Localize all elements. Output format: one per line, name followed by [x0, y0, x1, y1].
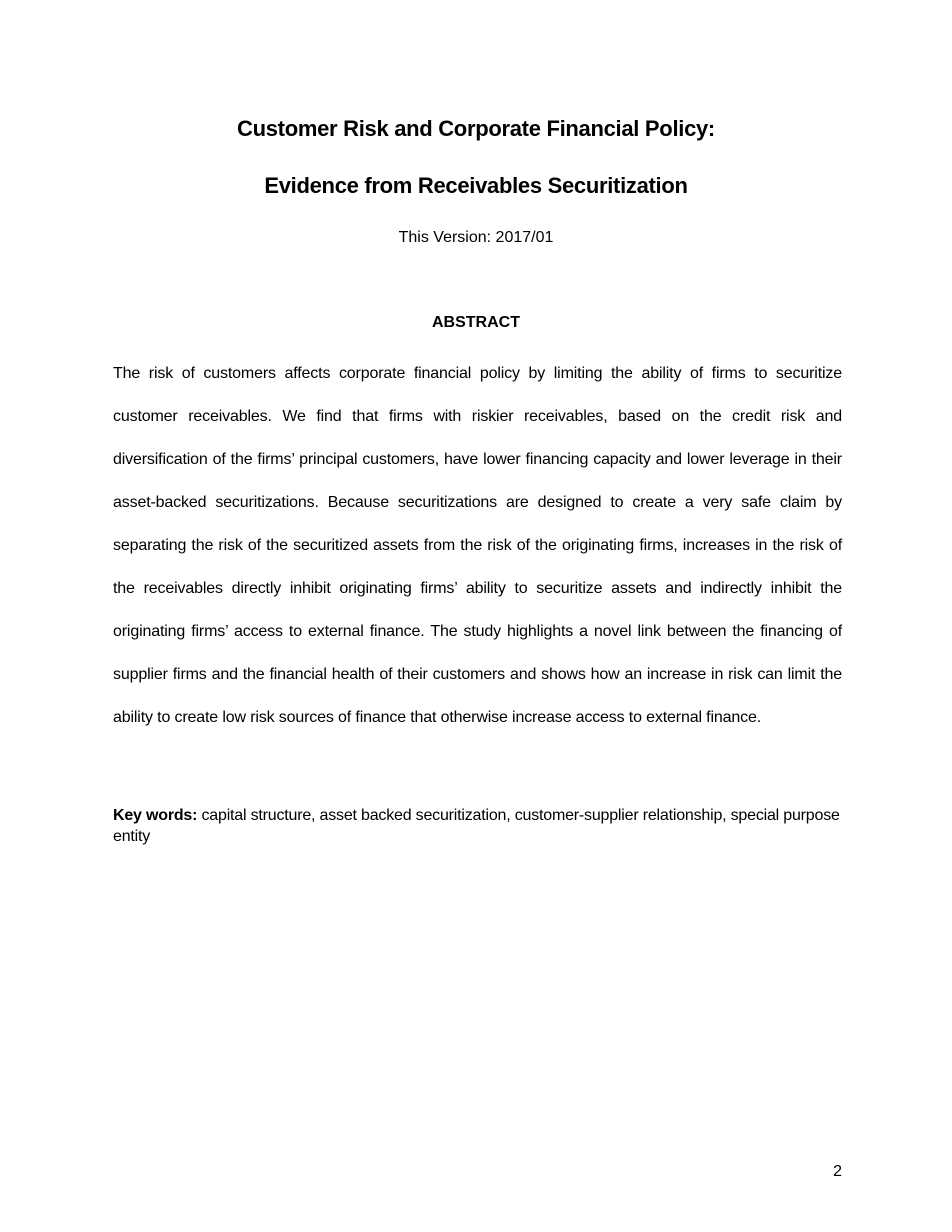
page-number: 2	[833, 1163, 842, 1180]
paper-title-line-1: Customer Risk and Corporate Financial Policy:	[237, 116, 715, 141]
keywords-label: Key words:	[113, 807, 198, 824]
keywords	[113, 805, 842, 847]
paper-title-line-2: Evidence from Receivables Securitization	[264, 173, 688, 198]
abstract-body: The risk of customers affects corporate financial policy by limiting the ability of firms to securitize customer receivables. We find that firms with riskier receivables, based on the credit risk and diversification of the firms’ principal customers, have lower financing capacity and lower leverage in their asset-backed securitizations. Because securitizations are designed to create a very safe claim by separating the risk of the securitized assets from the risk of the originating firms, increases in the risk of the receivables directly inhibit originating firms’ ability to securitize assets and indirectly inhibit the originating firms’ access to external finance. The study highlights a novel link between the financing of supplier firms and the financial health of their customers and shows how an increase in risk can limit the ability to create low risk sources of finance that otherwise increase access to external finance.	[113, 365, 842, 726]
keywords-text: capital structure, asset backed securitization, customer-supplier relationship, special purpose entity	[113, 807, 840, 845]
version-line: This Version: 2017/01	[398, 229, 554, 246]
abstract-heading: ABSTRACT	[432, 314, 520, 331]
